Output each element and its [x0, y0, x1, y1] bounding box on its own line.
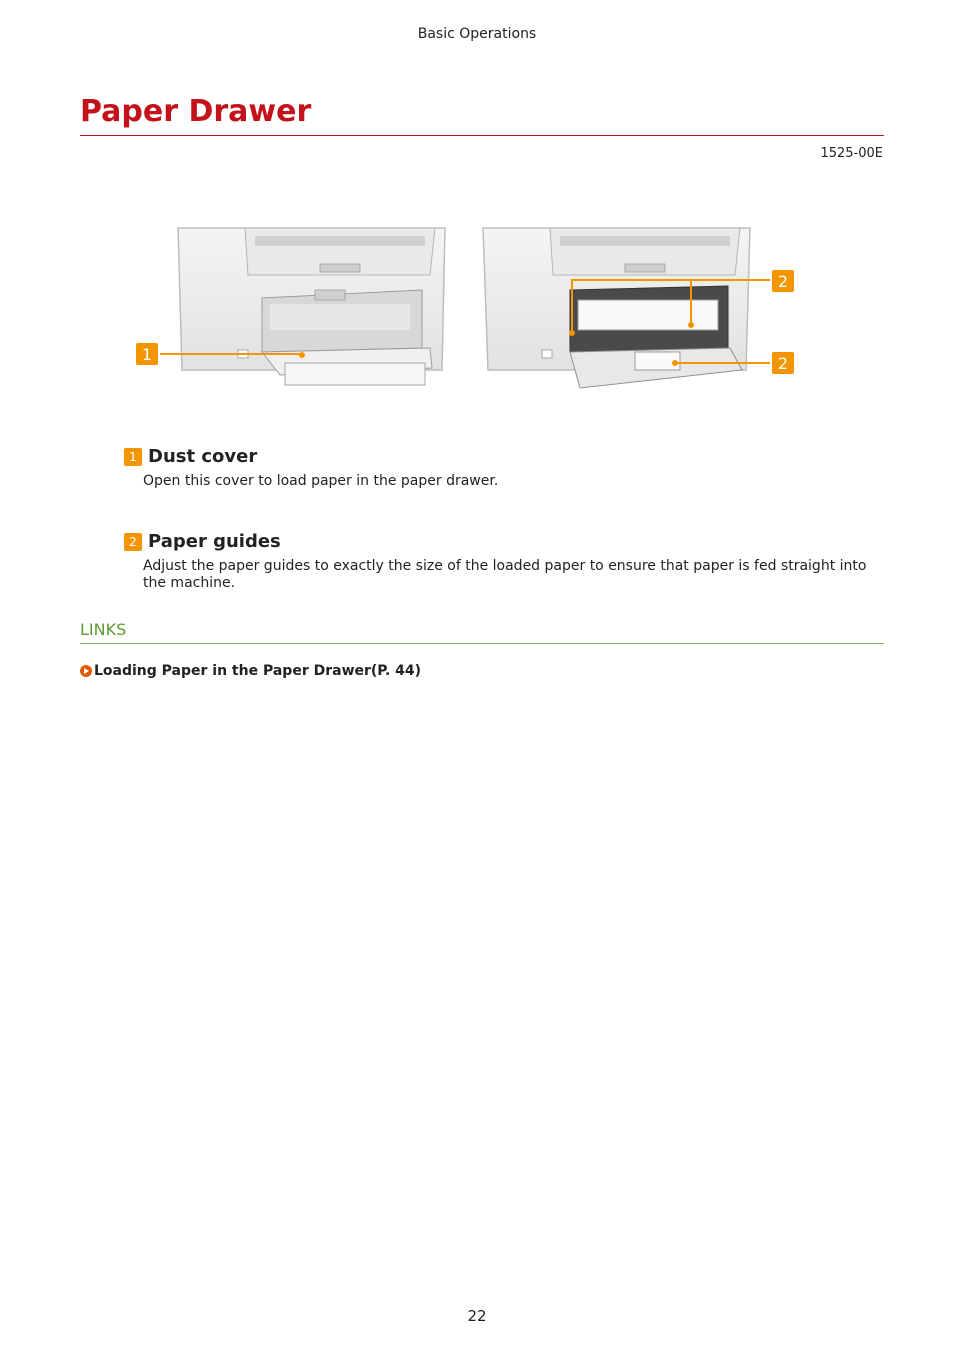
- item-dust-cover-heading: [124, 446, 257, 467]
- document-id: 1525-00E: [820, 146, 883, 161]
- callout-badge-2: 2: [124, 533, 142, 551]
- title-divider: [80, 135, 884, 136]
- callout-1-label: 1: [141, 345, 153, 364]
- item-paper-guides-heading: [124, 531, 281, 552]
- running-header: Basic Operations: [417, 26, 537, 42]
- page-title: Paper Drawer: [80, 94, 312, 129]
- item-paper-guides-description: Adjust the paper guides to exactly the size of the loaded paper to ensure that paper is fed straight into the machine.: [143, 558, 867, 591]
- links-divider: [80, 643, 884, 644]
- printer-closed-cover: [136, 228, 445, 385]
- printer-open-cover: [483, 228, 794, 388]
- page-number: 22: [467, 1307, 487, 1325]
- callout-2a-label: 2: [777, 272, 789, 291]
- callout-badge-1: 1: [124, 448, 142, 466]
- links-heading: LINKS: [80, 620, 127, 639]
- arrow-circle-icon: [80, 665, 92, 677]
- item-dust-cover-description: Open this cover to load paper in the paper drawer.: [143, 473, 499, 489]
- item-title: Paper guides: [148, 531, 281, 552]
- item-title: Dust cover: [148, 446, 258, 467]
- link-loading-paper[interactable]: [80, 663, 421, 679]
- paper-drawer-illustration: [130, 220, 810, 400]
- link-label[interactable]: Loading Paper in the Paper Drawer(P. 44): [94, 663, 422, 679]
- callout-2b-label: 2: [777, 354, 789, 373]
